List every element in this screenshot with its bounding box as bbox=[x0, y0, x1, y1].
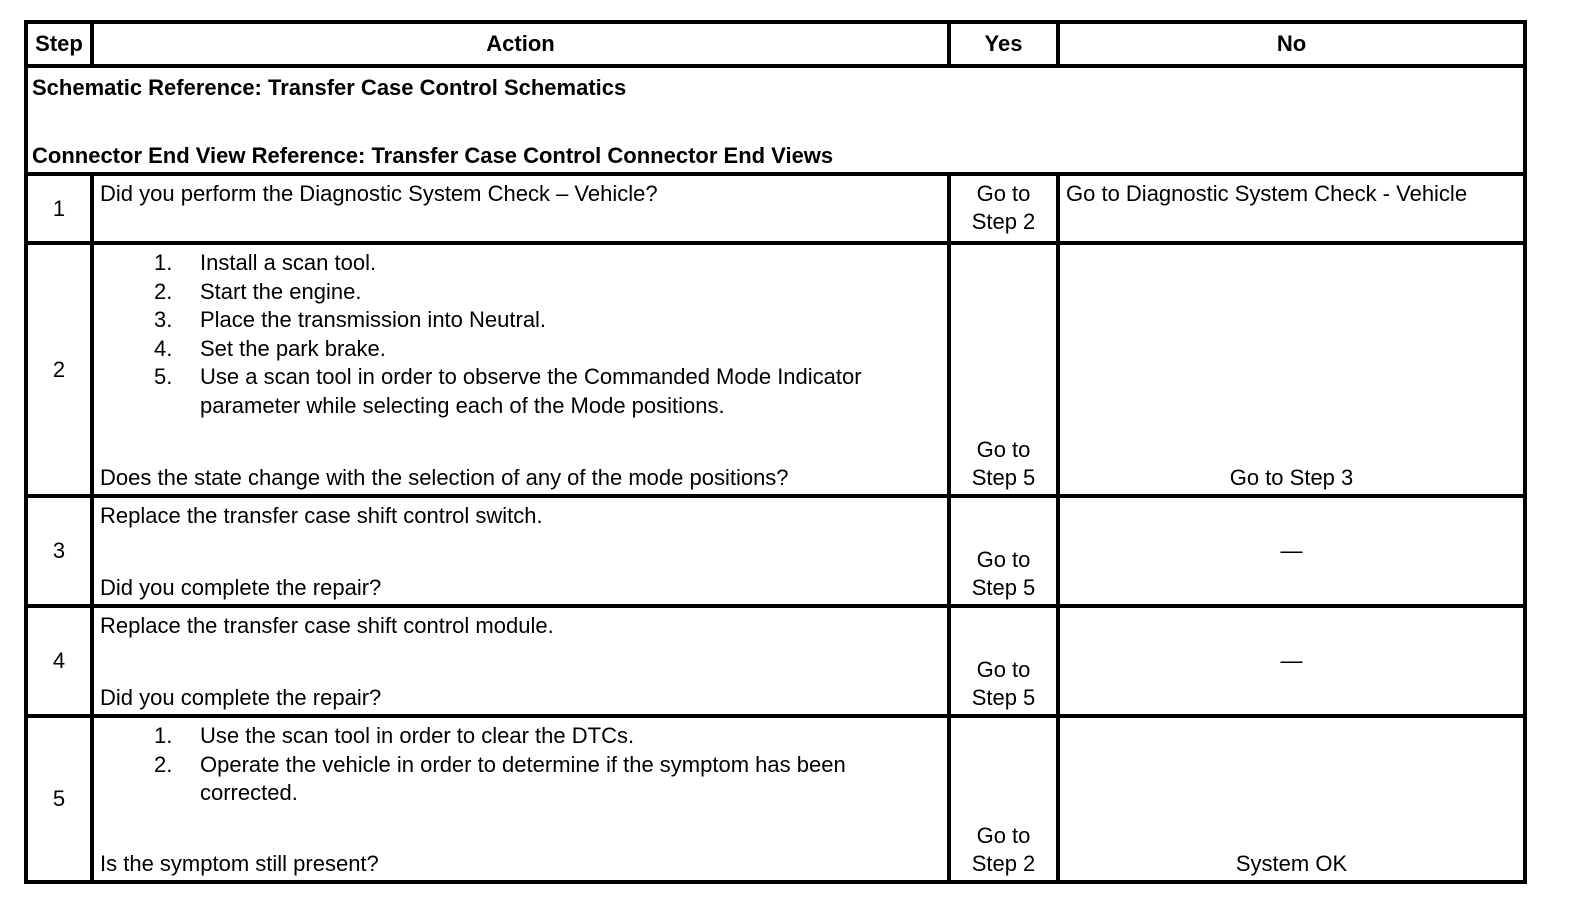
list-item: 3. Place the transmission into Neutral. bbox=[154, 307, 547, 332]
list-item: 1. Install a scan tool. bbox=[154, 250, 377, 275]
question-text: Did you complete the repair? bbox=[100, 575, 382, 600]
action-text: Replace the transfer case shift control module. bbox=[100, 613, 554, 638]
yes-line2: Step 2 bbox=[971, 851, 1036, 876]
step-number: 5 bbox=[26, 716, 92, 882]
schematic-reference: Schematic Reference: Transfer Case Control Schematics bbox=[32, 75, 627, 100]
no-cell: Go to Step 3 bbox=[1058, 243, 1525, 496]
action-cell bbox=[92, 606, 949, 716]
reference-cell bbox=[26, 66, 1525, 174]
yes-cell bbox=[949, 174, 1058, 243]
list-item: 5. Use a scan tool in order to observe the Commanded Mode Indicator parameter while selecting each of the Mode positions. bbox=[154, 364, 862, 418]
table-header-row bbox=[26, 22, 1525, 66]
connector-reference: Connector End View Reference: Transfer Case Control Connector End Views bbox=[32, 143, 834, 168]
step-number: 2 bbox=[26, 243, 92, 496]
yes-line2: Step 5 bbox=[971, 465, 1036, 490]
reference-row bbox=[26, 66, 1525, 174]
yes-line1: Go to bbox=[976, 657, 1031, 682]
yes-line2: Step 2 bbox=[971, 209, 1036, 234]
yes-line1: Go to bbox=[976, 437, 1031, 462]
yes-line2: Step 5 bbox=[971, 575, 1036, 600]
action-text: Did you perform the Diagnostic System Check – Vehicle? bbox=[100, 181, 658, 206]
list-item: 2. Operate the vehicle in order to determine if the symptom has been corrected. bbox=[154, 751, 846, 805]
action-text: Replace the transfer case shift control switch. bbox=[100, 503, 543, 528]
header-step: Step bbox=[26, 22, 92, 66]
header-yes: Yes bbox=[949, 22, 1058, 66]
yes-line1: Go to bbox=[976, 547, 1031, 572]
question-text: Did you complete the repair? bbox=[100, 685, 382, 710]
table-row bbox=[26, 243, 1525, 496]
question-text: Does the state change with the selection of any of the mode positions? bbox=[100, 465, 789, 490]
yes-cell bbox=[949, 606, 1058, 716]
list-item: 4. Set the park brake. bbox=[154, 335, 386, 361]
no-cell: Go to Diagnostic System Check - Vehicle bbox=[1058, 174, 1525, 243]
procedure-list bbox=[100, 249, 941, 420]
procedure-list bbox=[100, 722, 941, 808]
question-text: Is the symptom still present? bbox=[100, 851, 379, 876]
list-item: 1. Use the scan tool in order to clear the DTCs. bbox=[154, 723, 635, 748]
yes-cell bbox=[949, 243, 1058, 496]
no-cell: — bbox=[1058, 606, 1525, 716]
yes-line1: Go to bbox=[976, 181, 1031, 206]
yes-cell bbox=[949, 716, 1058, 882]
yes-line2: Step 5 bbox=[971, 685, 1036, 710]
table-row bbox=[26, 716, 1525, 882]
diagnostic-table bbox=[24, 20, 1527, 884]
list-item: 2. Start the engine. bbox=[154, 278, 362, 304]
table-row bbox=[26, 496, 1525, 606]
step-number: 3 bbox=[26, 496, 92, 606]
table-row bbox=[26, 606, 1525, 716]
yes-cell bbox=[949, 496, 1058, 606]
header-action: Action bbox=[92, 22, 949, 66]
step-number: 1 bbox=[26, 174, 92, 243]
action-cell bbox=[92, 716, 949, 882]
header-no: No bbox=[1058, 22, 1525, 66]
no-cell: System OK bbox=[1058, 716, 1525, 882]
action-cell bbox=[92, 496, 949, 606]
no-cell: — bbox=[1058, 496, 1525, 606]
yes-line1: Go to bbox=[976, 823, 1031, 848]
table-row bbox=[26, 174, 1525, 243]
step-number: 4 bbox=[26, 606, 92, 716]
action-cell bbox=[92, 243, 949, 496]
action-cell bbox=[92, 174, 949, 243]
